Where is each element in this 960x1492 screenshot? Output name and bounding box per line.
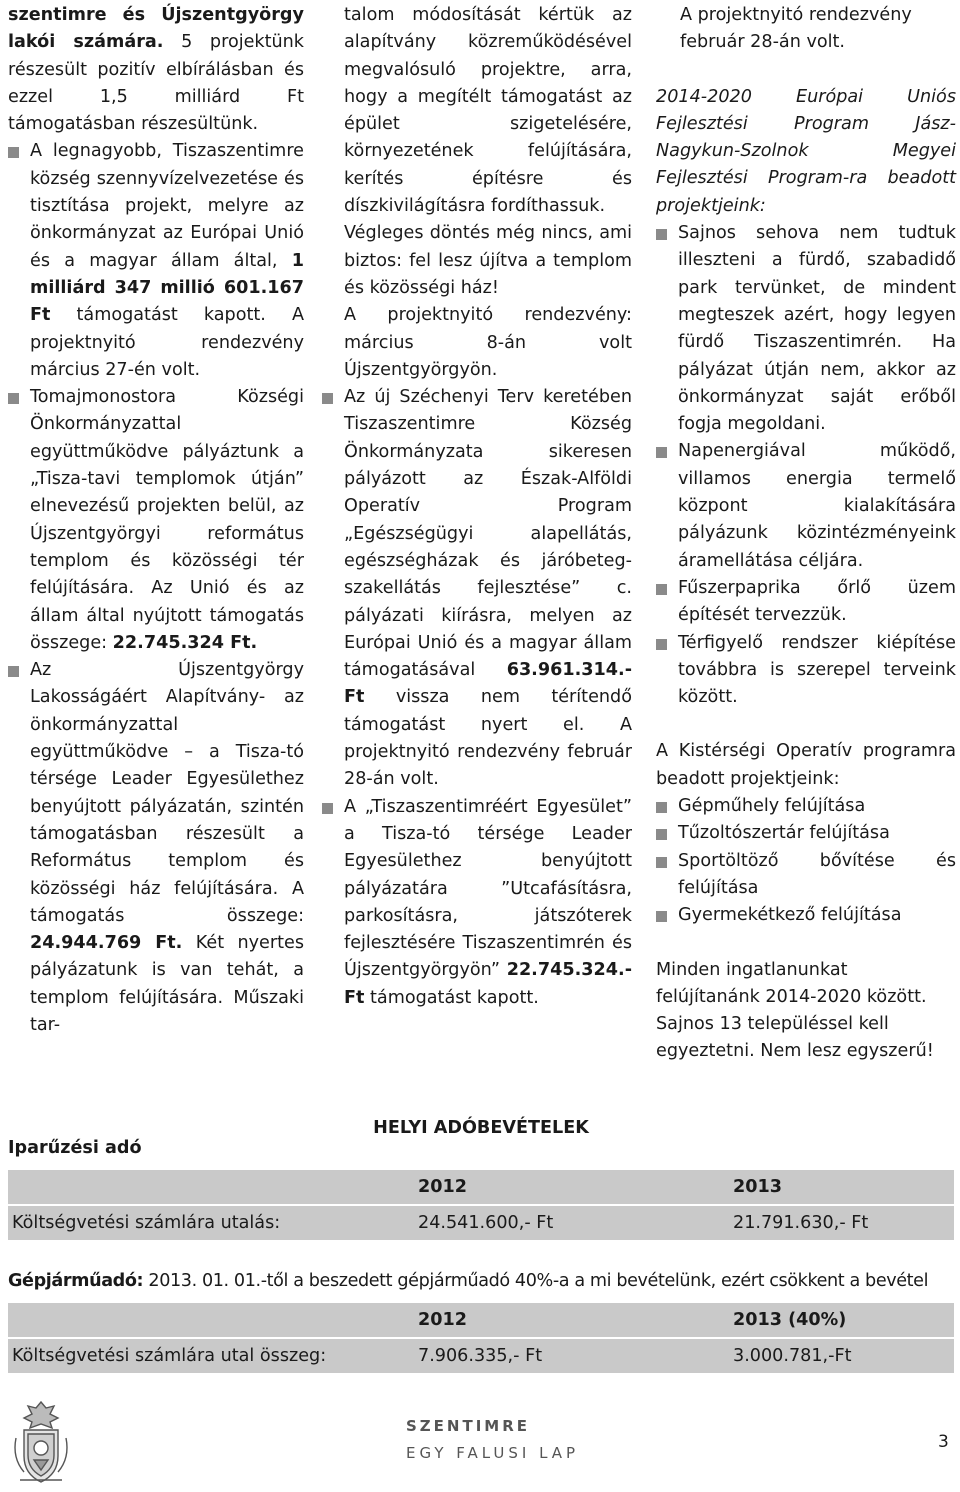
col1-bullet-1 (8, 138, 304, 384)
column-3 (656, 2, 956, 1066)
col2-bullet-1 (322, 384, 632, 793)
col2-para-1: talom módosítását kértük az alapítvány közreműködésével megvalósuló projektre, arra, hogy a megítélt támogatást az épület szigetelésére, környezetének felújítására, kerítés építésre és díszkivilágításra fordíthassuk. (344, 5, 632, 217)
iparuzesi-table (8, 1170, 954, 1240)
footer-title: SZENTIMRE (406, 1417, 531, 1435)
iparuzesi-label (8, 1138, 954, 1158)
gepjarmu-label: Gépjárműadó: (8, 1271, 144, 1291)
table1-value-2013: 21.791.630,- Ft (733, 1213, 869, 1233)
col2-para-2: Végleges döntés még nincs, ami biztos: fel lesz újítva a templom és közösségi ház! (344, 223, 632, 298)
table2-year-2012: 2012 (418, 1310, 467, 1330)
table1-row-label: Költségvetési számlára utalás: (12, 1213, 281, 1233)
table2-value-2012: 7.906.335,- Ft (418, 1346, 543, 1366)
col3-closing: Minden ingatlanunkat felújítanánk 2014-2020 között. Sajnos 13 településsel kell egyeztetni. Nem lesz egyszerű! (656, 959, 934, 1062)
col1-b1-tail: támogatást kapott. A projektnyitó rendezvény március 27-én volt. (30, 305, 304, 380)
gepjarmu-table (8, 1303, 954, 1373)
col1-b1-text: A legnagyobb, Tiszaszentimre község szennyvízelvezetése és tisztítása projekt, melyre az önkormányzat az Európai Unió és a magyar állam által, (30, 141, 304, 271)
col1-b2-amount: 22.745.324 Ft. (112, 632, 258, 653)
col3-kisterseg-item: Gyermekétkező felújítása (656, 902, 956, 929)
col1-b1-amount: 1 milliárd 347 millió 601.167 Ft (30, 250, 304, 326)
table2-row-label: Költségvetési számlára utal összeg: (12, 1346, 327, 1366)
table1-data-row (8, 1206, 954, 1240)
table1-value-2012: 24.541.600,- Ft (418, 1213, 554, 1233)
table2-value-2013: 3.000.781,-Ft (733, 1346, 852, 1366)
gepjarmu-note (8, 1271, 954, 1291)
col2-b1-tail: vissza nem térítendő támogatást nyert el. A projektnyitó rendezvény február 28-án volt. (344, 687, 632, 790)
col1-intro (8, 2, 304, 138)
table1-year-2012: 2012 (418, 1177, 467, 1197)
table1-header-row (8, 1170, 954, 1204)
col3-kisterseg-item: Tűzoltószertár felújítása (656, 820, 956, 847)
col3-bullet-3: Fűszerpaprika őrlő üzem építését tervezzük. (656, 575, 956, 630)
col2-bullet-2 (322, 794, 632, 1012)
col3-kisterseg-item: Gépműhely felújítása (656, 793, 956, 820)
coat-of-arms-icon (10, 1398, 72, 1488)
col2-para-3: A projektnyitó rendezvény: március 8-án volt Újszentgyörgyön. (344, 305, 632, 380)
col3-kisterseg-item: Sportöltöző bővítése és felújítása (656, 848, 956, 903)
col2-b2-text: A „Tiszaszentimréért Egyesület” a Tisza-tó térsége Leader Egyesülethez benyújtott pályázatára ”Utcafásításra, parkosításra, játszóterek fejlesztésére Tiszaszentimrén és Újszentgyörgyön” (344, 796, 632, 981)
gepjarmu-text: 2013. 01. 01.-től a beszedett gépjárműadó 40%-a a mi bevételünk, ezért csökkent a bevétel (143, 1271, 929, 1291)
col3-bullet-1: Sajnos sehova nem tudtuk illeszteni a fürdő, szabadidő park tervünket, de mindent megteszek azért, hogy legyen fürdő Tiszaszentimrén. Ha pályázat útján nem, akkor az önkormányzat saját erőből fogja megoldani. (656, 220, 956, 438)
col2-b1-text: Az új Széchenyi Terv keretében Tiszaszentimre Község Önkormányzata sikeresen pályázott az Észak-Alföldi Operatív Program „Egészségügyi alapellátás, egészségházak és járóbeteg-szakellátás fejlesztése” c. pályázati kiírásra, melyen az Európai Unió és a magyar állam támogatásával (344, 387, 632, 681)
column-1 (8, 2, 304, 1039)
col1-b2-text: Tomajmonostora Községi Önkormányzattal együttműködve pályáztunk a „Tisza-tavi templomok útján” elnevezésű projekten belül, az Újszentgyörgyi református templom és közösségi tér felújítására. Az Unió és az állam által nyújtott támogatás összege: (30, 387, 304, 653)
col3-bullet-2: Napenergiával működő, villamos energia termelő központ kialakítására pályázunk közintézményeink áramellátása céljára. (656, 438, 956, 574)
col1-bullet-3 (8, 657, 304, 1039)
table2-year-2013: 2013 (40%) (733, 1310, 847, 1330)
table2-data-row (8, 1339, 954, 1373)
table2-header-row (8, 1303, 954, 1337)
col3-para-1: A projektnyitó rendezvény február 28-án volt. (680, 5, 912, 53)
col1-bullet-2 (8, 384, 304, 657)
page-footer (0, 1392, 960, 1492)
col1-intro-bold: szentimre és Újszentgyörgy lakói számára. (8, 5, 304, 53)
footer-subtitle: EGY FALUSI LAP (406, 1444, 580, 1462)
page-number: 3 (938, 1432, 949, 1452)
col3-kisterseg-intro: A Kistérségi Operatív programra beadott projektjeink: (656, 741, 956, 789)
col1-b3-tail: Két nyertes pályázatunk is van tehát, a templom felújítására. Műszaki tar- (30, 933, 305, 1035)
column-2 (322, 2, 632, 1012)
col3-program-heading: 2014-2020 Európai Uniós Fejlesztési Program Jász-Nagykun-Szolnok Megyei Fejlesztési Program-ra beadott projektjeink: (656, 86, 956, 216)
col2-b2-tail: támogatást kapott. (364, 987, 539, 1008)
table1-year-2013: 2013 (733, 1177, 782, 1197)
iparuzesi-label-text: Iparűzési adó (8, 1138, 142, 1158)
col2-b1-amount: 63.961.314.- Ft (344, 660, 632, 708)
section-heading (8, 1118, 954, 1138)
col2-b2-amount: 22.745.324.- Ft (344, 960, 632, 1008)
col1-b3-amount: 24.944.769 Ft. (30, 933, 183, 954)
helyi-heading: HELYI ADÓBEVÉTELEK (373, 1118, 589, 1138)
col3-bullet-4: Térfigyelő rendszer kiépítése továbbra is szerepel terveink között. (656, 630, 956, 712)
col1-b3-text: Az Újszentgyörgy Lakosságáért Alapítvány- az önkormányzattal együttműködve – a Tisza-tó térsége Leader Egyesülethez benyújtott pályázatán, szintén támogatásban részesült a Református templom és közösségi ház felújítására. A támogatás összege: (30, 660, 304, 926)
col1-intro-rest: 5 projektünk részesült pozitív elbírálásban és ezzel 1,5 milliárd Ft támogatásban részesültünk. (8, 32, 304, 135)
